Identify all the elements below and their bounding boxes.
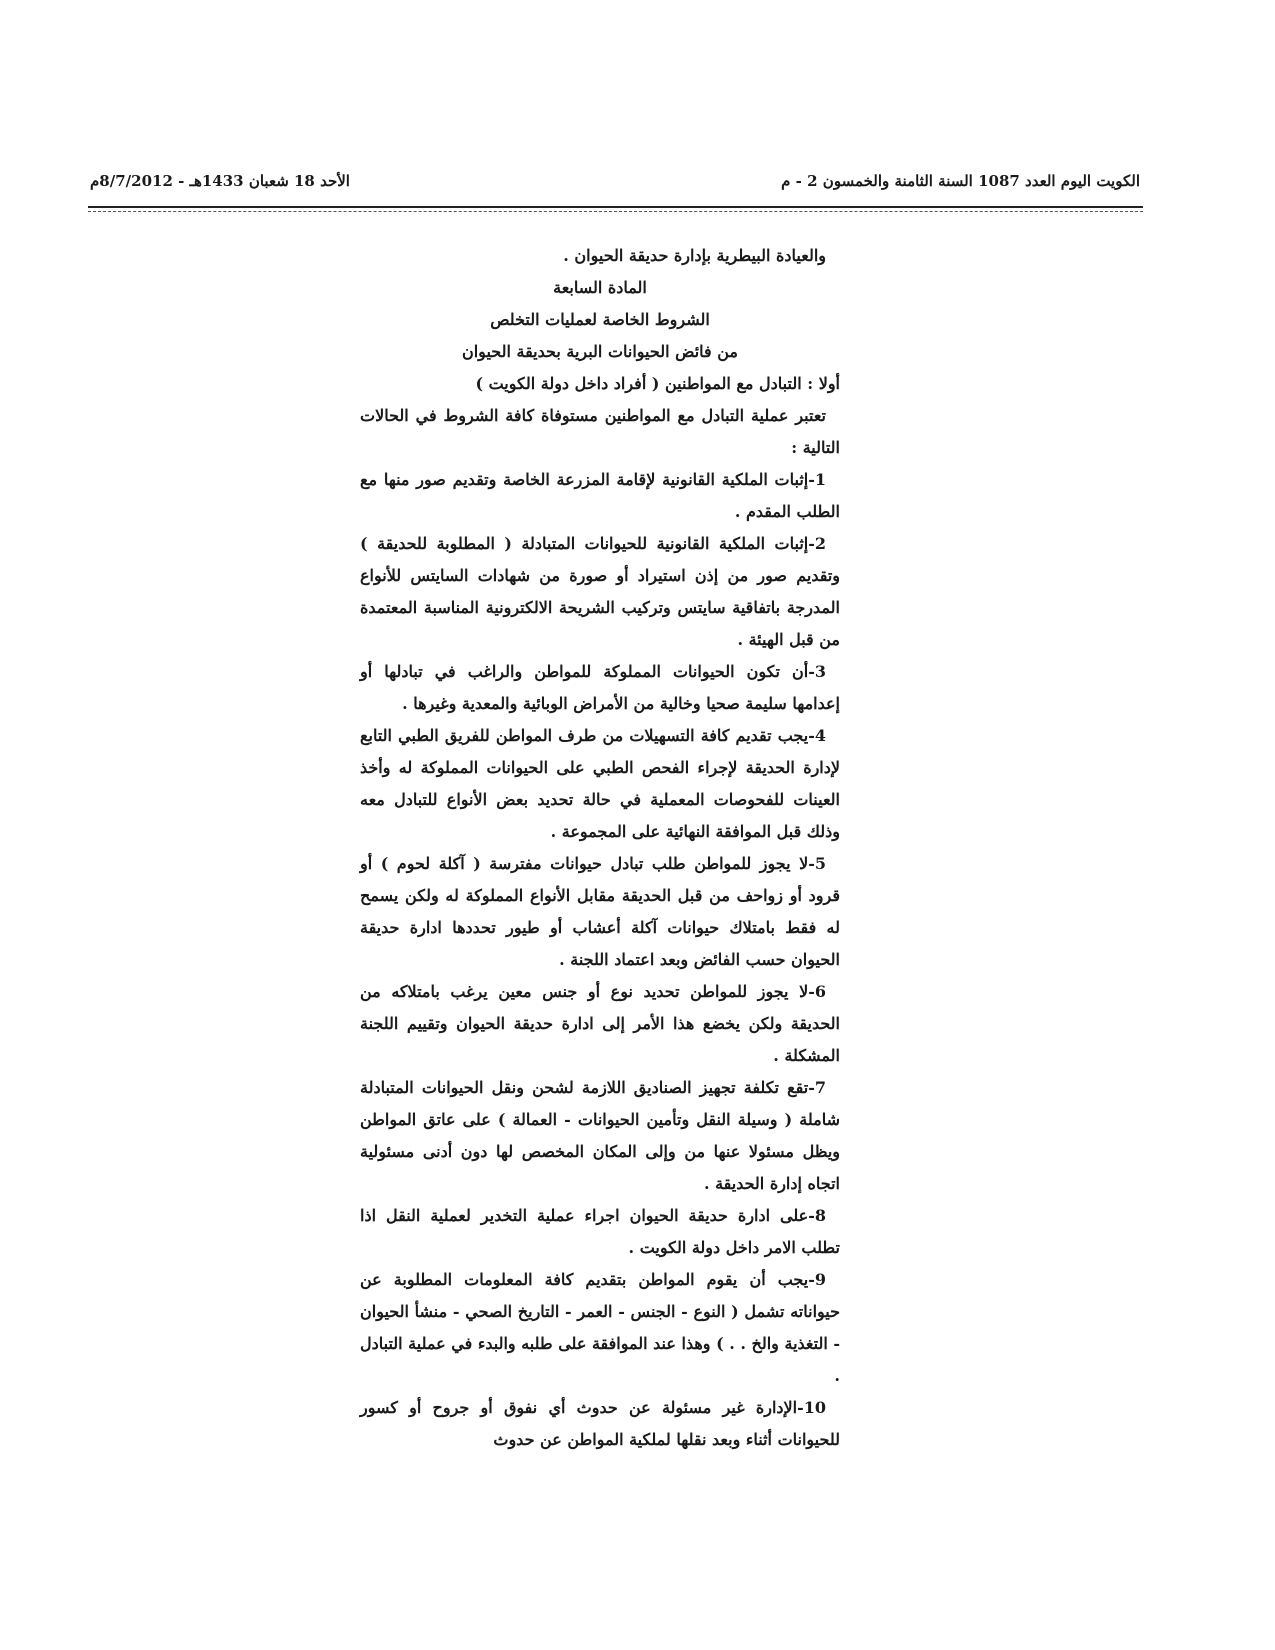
section-title-line-1: الشروط الخاصة لعمليات التخلص bbox=[490, 310, 710, 329]
article-column bbox=[360, 240, 840, 1456]
list-item: 1-إثبات الملكية القانونية لإقامة المزرعة الخاصة وتقديم صور منها مع الطلب المقدم . bbox=[360, 470, 840, 521]
article-title: المادة السابعة bbox=[553, 278, 647, 297]
page-header bbox=[90, 168, 1140, 204]
list-item: 6-لا يجوز للمواطن تحديد نوع أو جنس معين يرغب بامتلاكه من الحديقة ولكن يخضع هذا الأمر إلى ادارة حديقة الحيوان وتقييم اللجنة المشكلة . bbox=[360, 982, 840, 1065]
list-item: 4-يجب تقديم كافة التسهيلات من طرف المواطن للفريق الطبي التابع لإدارة الحديقة لإجراء الفحص الطبي على الحيوانات المملوكة له وأخذ العينات للفحوصات المعملية في حالة تحديد بعض الأنواع للتبادل معه وذلك قبل الموافقة النهائية على المجموعة . bbox=[360, 726, 840, 841]
list-item: 7-تقع تكلفة تجهيز الصناديق اللازمة لشحن ونقل الحيوانات المتبادلة شاملة ( وسيلة النقل وتأمين الحيوانات - العمالة ) على عاتق المواطن ويظل مسئولا عنها من وإلى المكان المخصص لها دون أدنى مسئولية اتجاه إدارة الحديقة . bbox=[360, 1078, 840, 1193]
list-item: 9-يجب أن يقوم المواطن بتقديم كافة المعلومات المطلوبة عن حيواناته تشمل ( النوع - الجنس - العمر - التاريخ الصحي - منشأ الحيوان - التغذية والخ . . ) وهذا عند الموافقة على طلبه والبدء في عملية التبادل . bbox=[360, 1270, 840, 1385]
issue-date: الأحد 18 شعبان 1433هـ - 8/7/2012م bbox=[90, 172, 350, 190]
subheading: أولا : التبادل مع المواطنين ( أفراد داخل دولة الكويت ) bbox=[475, 374, 840, 393]
list-item: 5-لا يجوز للمواطن طلب تبادل حيوانات مفترسة ( آكلة لحوم ) أو قرود أو زواحف من قبل الحديقة مقابل الأنواع المملوكة له ولكن يسمح له فقط بامتلاك حيوانات آكلة أعشاب أو طيور تحددها ادارة حديقة الحيوان حسب الفائض وبعد اعتماد اللجنة . bbox=[360, 854, 840, 969]
header-divider bbox=[88, 206, 1143, 208]
publication-info: الكويت اليوم العدد 1087 السنة الثامنة والخمسون 2 - م bbox=[781, 172, 1140, 190]
list-item: 2-إثبات الملكية القانونية للحيوانات المتبادلة ( المطلوبة للحديقة ) وتقديم صور من إذن استيراد أو صورة من شهادات السايتس للأنواع المدرجة باتفاقية سايتس وتركيب الشريحة الالكترونية المناسبة المعتمدة من قبل الهيئة . bbox=[360, 534, 840, 649]
header-divider-secondary bbox=[88, 211, 1143, 212]
continuation-line: والعيادة البيطرية بإدارة حديقة الحيوان . bbox=[563, 246, 826, 265]
intro-paragraph: تعتبر عملية التبادل مع المواطنين مستوفاة كافة الشروط في الحالات التالية : bbox=[360, 406, 840, 457]
section-title-line-2: من فائض الحيوانات البرية بحديقة الحيوان bbox=[461, 342, 738, 361]
list-item: 3-أن تكون الحيوانات المملوكة للمواطن والراغب في تبادلها أو إعدامها سليمة صحيا وخالية من الأمراض الوبائية والمعدية وغيرها . bbox=[360, 662, 840, 713]
list-item: 10-الإدارة غير مسئولة عن حدوث أي نفوق أو جروح أو كسور للحيوانات أثناء وبعد نقلها لملكية المواطن عن حدوث bbox=[360, 1398, 840, 1449]
list-item: 8-على ادارة حديقة الحيوان اجراء عملية التخدير لعملية النقل اذا تطلب الامر داخل دولة الكويت . bbox=[360, 1206, 840, 1257]
